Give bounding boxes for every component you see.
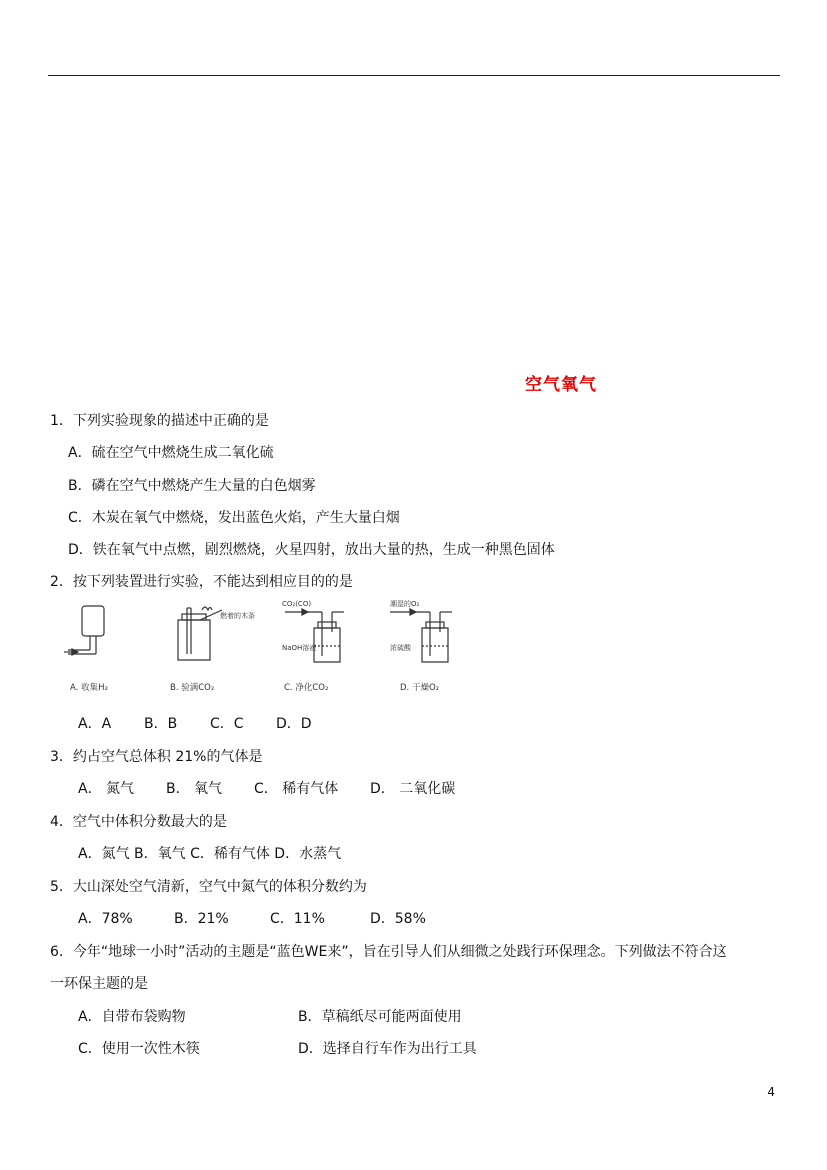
question-6-options-row-1 xyxy=(78,1006,462,1026)
question-2-option-b: B．B xyxy=(144,716,178,732)
question-3-options xyxy=(78,778,455,798)
label-c-gas: CO₂(CO) xyxy=(282,600,312,608)
question-2-option-a: A．A xyxy=(78,716,112,732)
question-6-option-b: B．草稿纸尽可能两面使用 xyxy=(298,1009,462,1025)
question-3-stem: 3．约占空气总体积 21%的气体是 xyxy=(50,749,263,765)
question-3-option-d: D． 二氧化碳 xyxy=(370,781,456,797)
apparatus-d xyxy=(390,609,452,662)
question-4-stem: 4．空气中体积分数最大的是 xyxy=(50,814,227,830)
question-6-stem-line-2: 一环保主题的是 xyxy=(50,976,148,992)
label-c-liquid: NaOH溶液 xyxy=(282,644,317,652)
question-5-options xyxy=(78,908,426,928)
question-3-option-a: A． 氮气 xyxy=(78,781,135,797)
question-2-stem: 2．按下列装置进行实验，不能达到相应目的的是 xyxy=(50,574,353,590)
caption-c: C. 净化CO₂ xyxy=(284,683,329,693)
question-6-option-d: D．选择自行车作为出行工具 xyxy=(298,1041,477,1057)
question-2-option-d: D．D xyxy=(276,716,312,732)
question-6-stem-line-1: 6．今年“地球一小时”活动的主题是“蓝色WE来”，旨在引导人们从细微之处践行环保理念。下列做法不符合这 xyxy=(50,944,727,960)
question-1-stem: 1．下列实验现象的描述中正确的是 xyxy=(50,413,269,429)
question-1-option-d: D．铁在氧气中点燃，剧烈燃烧，火星四射，放出大量的热，生成一种黑色固体 xyxy=(68,542,555,558)
question-6-options-row-2 xyxy=(78,1038,477,1058)
question-2-options xyxy=(78,713,312,733)
apparatus-figure xyxy=(60,598,480,698)
question-1-option-b: B．磷在空气中燃烧产生大量的白色烟雾 xyxy=(68,478,316,494)
question-2-option-c: C．C xyxy=(210,716,244,732)
question-1-option-a: A．硫在空气中燃烧生成二氧化硫 xyxy=(68,445,274,461)
question-6-option-c: C．使用一次性木筷 xyxy=(78,1041,200,1057)
apparatus-c xyxy=(285,609,344,662)
question-5-option-b: B．21% xyxy=(174,911,229,927)
label-d-liquid: 浓硫酸 xyxy=(390,644,411,652)
apparatus-a xyxy=(64,606,104,655)
apparatus-b xyxy=(178,607,222,660)
question-5-option-c: C．11% xyxy=(270,911,325,927)
question-3-option-b: B． 氧气 xyxy=(166,781,223,797)
caption-a: A. 收集H₂ xyxy=(70,683,108,693)
caption-b: B. 验满CO₂ xyxy=(170,683,215,693)
page-number: 4 xyxy=(767,1085,775,1099)
question-1-option-c: C．木炭在氧气中燃烧，发出蓝色火焰，产生大量白烟 xyxy=(68,510,400,526)
caption-d: D. 干燥O₂ xyxy=(400,683,440,693)
label-b-stick: 燃着的木条 xyxy=(220,612,255,620)
question-6-option-a: A．自带布袋购物 xyxy=(78,1009,186,1025)
question-3-option-c: C． 稀有气体 xyxy=(254,781,339,797)
header-rule xyxy=(48,75,780,76)
question-4-options: A．氮气 B．氧气 C．稀有气体 D．水蒸气 xyxy=(78,846,342,862)
page-title: 空气氧气 xyxy=(525,375,597,395)
label-d-gas: 潮湿的O₂ xyxy=(390,600,420,608)
question-5-option-a: A．78% xyxy=(78,911,133,927)
question-5-stem: 5．大山深处空气清新，空气中氮气的体积分数约为 xyxy=(50,879,367,895)
question-5-option-d: D．58% xyxy=(370,911,426,927)
